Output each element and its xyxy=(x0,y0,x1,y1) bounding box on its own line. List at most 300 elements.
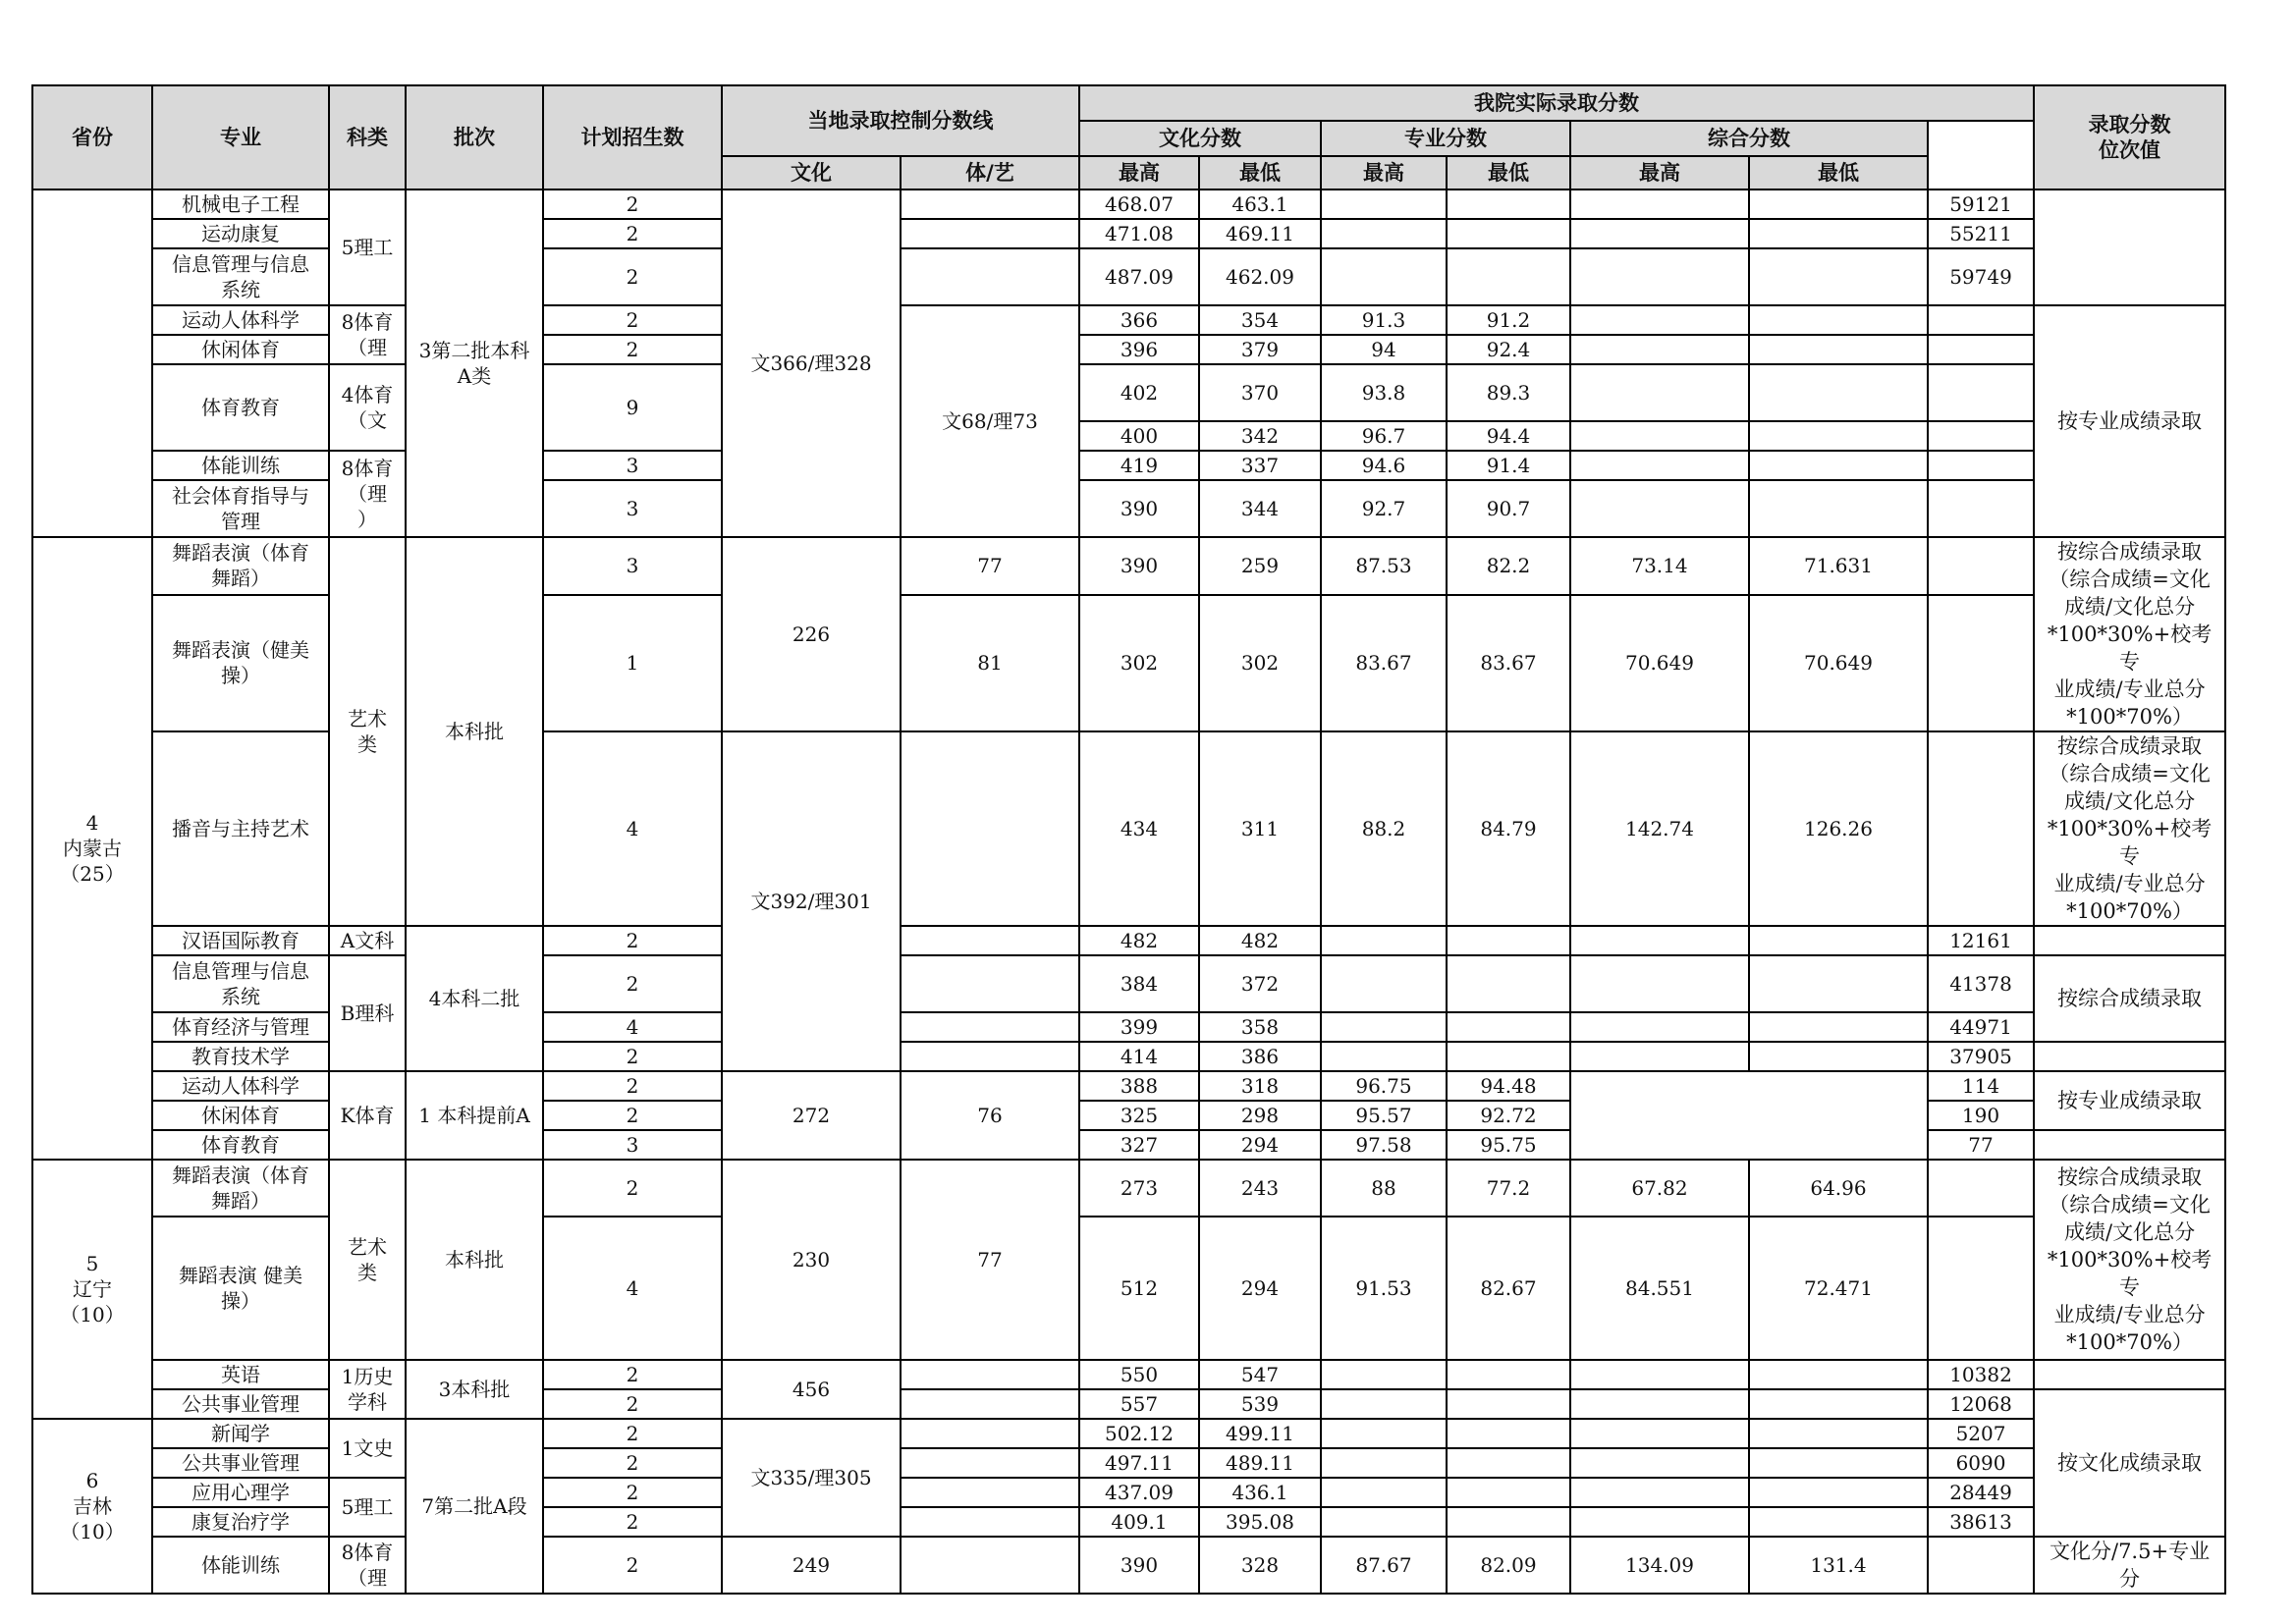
control-sport-cell xyxy=(901,189,1079,219)
major-max-cell: 94 xyxy=(1321,335,1447,364)
culture-max-cell: 409.1 xyxy=(1079,1507,1199,1537)
major-min-cell xyxy=(1447,1042,1570,1071)
culture-max-cell: 487.09 xyxy=(1079,248,1199,305)
culture-max-cell: 399 xyxy=(1079,1012,1199,1042)
culture-min-cell: 354 xyxy=(1199,305,1321,335)
composite-min-cell xyxy=(1749,1012,1928,1042)
composite-max-cell xyxy=(1570,1419,1749,1448)
major-cell: 公共事业管理 xyxy=(152,1448,329,1478)
major-min-cell: 91.2 xyxy=(1447,305,1570,335)
major-max-cell xyxy=(1321,1478,1447,1507)
composite-min-cell xyxy=(1749,1419,1928,1448)
major-cell: 运动人体科学 xyxy=(152,305,329,335)
major-min-cell xyxy=(1447,955,1570,1012)
culture-max-cell: 482 xyxy=(1079,926,1199,955)
major-cell: 体育教育 xyxy=(152,364,329,451)
header-min: 最低 xyxy=(1447,156,1570,189)
major-max-cell: 87.53 xyxy=(1321,537,1447,595)
control-culture-cell: 文392/理301 xyxy=(722,731,901,1071)
header-major: 专业 xyxy=(152,85,329,189)
major-cell: 英语 xyxy=(152,1360,329,1389)
control-sport-cell xyxy=(901,1507,1079,1537)
major-max-cell: 95.57 xyxy=(1321,1101,1447,1130)
composite-max-cell xyxy=(1570,451,1749,480)
major-max-cell xyxy=(1321,1448,1447,1478)
major-cell: 教育技术学 xyxy=(152,1042,329,1071)
rank-cell: 28449 xyxy=(1928,1478,2034,1507)
major-cell: 休闲体育 xyxy=(152,1101,329,1130)
culture-max-cell: 390 xyxy=(1079,1537,1199,1594)
composite-max-cell xyxy=(1570,1507,1749,1537)
composite-min-cell xyxy=(1749,1448,1928,1478)
province-cell xyxy=(32,189,152,537)
category-cell: A文科 xyxy=(329,926,406,955)
composite-max-cell xyxy=(1570,1389,1749,1419)
major-max-cell xyxy=(1321,1419,1447,1448)
major-max-cell xyxy=(1321,1042,1447,1071)
major-max-cell xyxy=(1321,1389,1447,1419)
batch-cell: 1 本科提前A xyxy=(406,1071,543,1160)
culture-max-cell: 419 xyxy=(1079,451,1199,480)
major-min-cell: 92.4 xyxy=(1447,335,1570,364)
header-max: 最高 xyxy=(1570,156,1749,189)
major-min-cell xyxy=(1447,1360,1570,1389)
major-min-cell: 90.7 xyxy=(1447,480,1570,537)
culture-min-cell: 370 xyxy=(1199,364,1321,421)
culture-min-cell: 463.1 xyxy=(1199,189,1321,219)
plan-cell: 2 xyxy=(543,1448,722,1478)
major-cell: 体育教育 xyxy=(152,1130,329,1160)
composite-max-cell xyxy=(1570,364,1749,421)
composite-min-cell: 72.471 xyxy=(1749,1217,1928,1360)
rank-cell: 55211 xyxy=(1928,219,2034,248)
major-min-cell: 92.72 xyxy=(1447,1101,1570,1130)
culture-min-cell: 259 xyxy=(1199,537,1321,595)
plan-cell: 9 xyxy=(543,364,722,451)
composite-max-cell xyxy=(1570,1360,1749,1389)
culture-min-cell: 344 xyxy=(1199,480,1321,537)
category-cell: 5理工 xyxy=(329,1478,406,1537)
major-cell: 信息管理与信息 系统 xyxy=(152,248,329,305)
category-cell: 8体育 （理 xyxy=(329,305,406,364)
composite-max-cell: 142.74 xyxy=(1570,731,1749,926)
major-max-cell xyxy=(1321,926,1447,955)
major-cell: 康复治疗学 xyxy=(152,1507,329,1537)
rank-cell xyxy=(1928,480,2034,537)
control-culture-cell: 230 xyxy=(722,1160,901,1360)
major-max-cell xyxy=(1321,248,1447,305)
rank-cell: 114 xyxy=(1928,1071,2034,1101)
plan-cell: 2 xyxy=(543,189,722,219)
rule-cell xyxy=(2034,1130,2225,1160)
category-cell: K体育 xyxy=(329,1071,406,1160)
culture-max-cell: 497.11 xyxy=(1079,1448,1199,1478)
composite-min-cell xyxy=(1749,335,1928,364)
major-cell: 公共事业管理 xyxy=(152,1389,329,1419)
rule-cell xyxy=(2034,189,2225,305)
plan-cell: 1 xyxy=(543,595,722,731)
composite-min-cell xyxy=(1749,955,1928,1012)
major-cell: 信息管理与信息 系统 xyxy=(152,955,329,1012)
major-min-cell xyxy=(1447,1448,1570,1478)
rank-cell: 12068 xyxy=(1928,1389,2034,1419)
culture-max-cell: 471.08 xyxy=(1079,219,1199,248)
plan-cell: 2 xyxy=(543,1419,722,1448)
major-cell: 新闻学 xyxy=(152,1419,329,1448)
culture-min-cell: 462.09 xyxy=(1199,248,1321,305)
culture-max-cell: 512 xyxy=(1079,1217,1199,1360)
composite-max-cell: 73.14 xyxy=(1570,537,1749,595)
culture-max-cell: 396 xyxy=(1079,335,1199,364)
major-max-cell: 83.67 xyxy=(1321,595,1447,731)
rank-cell xyxy=(1928,537,2034,595)
header-control-culture: 文化 xyxy=(722,156,901,189)
culture-max-cell: 390 xyxy=(1079,537,1199,595)
culture-min-cell: 372 xyxy=(1199,955,1321,1012)
major-max-cell: 88.2 xyxy=(1321,731,1447,926)
culture-max-cell: 388 xyxy=(1079,1071,1199,1101)
rule-cell xyxy=(2034,1042,2225,1071)
composite-max-cell xyxy=(1570,1042,1749,1071)
major-min-cell xyxy=(1447,1507,1570,1537)
rank-cell xyxy=(1928,451,2034,480)
province-cell: 6 吉林 （10） xyxy=(32,1419,152,1594)
plan-cell: 2 xyxy=(543,1537,722,1594)
culture-min-cell: 489.11 xyxy=(1199,1448,1321,1478)
plan-cell: 2 xyxy=(543,1389,722,1419)
batch-cell: 本科批 xyxy=(406,537,543,926)
composite-min-cell xyxy=(1749,480,1928,537)
rank-cell: 12161 xyxy=(1928,926,2034,955)
header-control-sport-art: 体/艺 xyxy=(901,156,1079,189)
major-max-cell: 93.8 xyxy=(1321,364,1447,421)
composite-max-cell xyxy=(1570,248,1749,305)
rank-cell: 38613 xyxy=(1928,1507,2034,1537)
major-min-cell xyxy=(1447,1389,1570,1419)
rank-cell: 77 xyxy=(1928,1130,2034,1160)
major-min-cell xyxy=(1447,1012,1570,1042)
category-cell: 1历史 学科 xyxy=(329,1360,406,1419)
rule-cell: 按专业成绩录取 xyxy=(2034,305,2225,537)
composite-empty-cell xyxy=(1570,1071,1928,1160)
control-sport-cell: 77 xyxy=(901,1160,1079,1360)
plan-cell: 2 xyxy=(543,305,722,335)
rule-cell xyxy=(2034,926,2225,955)
plan-cell: 2 xyxy=(543,926,722,955)
composite-min-cell xyxy=(1749,1360,1928,1389)
major-cell: 体能训练 xyxy=(152,1537,329,1594)
plan-cell: 4 xyxy=(543,1217,722,1360)
culture-max-cell: 302 xyxy=(1079,595,1199,731)
control-sport-cell xyxy=(901,1478,1079,1507)
composite-min-cell xyxy=(1749,1389,1928,1419)
culture-max-cell: 327 xyxy=(1079,1130,1199,1160)
culture-max-cell: 400 xyxy=(1079,421,1199,451)
composite-max-cell xyxy=(1570,219,1749,248)
culture-min-cell: 482 xyxy=(1199,926,1321,955)
major-min-cell xyxy=(1447,926,1570,955)
control-sport-cell xyxy=(901,926,1079,955)
province-cell: 4 内蒙古 （25） xyxy=(32,537,152,1160)
control-culture-cell: 456 xyxy=(722,1360,901,1419)
major-max-cell xyxy=(1321,189,1447,219)
major-max-cell: 96.7 xyxy=(1321,421,1447,451)
plan-cell: 2 xyxy=(543,248,722,305)
header-culture-score: 文化分数 xyxy=(1079,121,1321,156)
composite-min-cell xyxy=(1749,421,1928,451)
culture-min-cell: 318 xyxy=(1199,1071,1321,1101)
major-cell: 舞蹈表演（体育 舞蹈） xyxy=(152,537,329,595)
composite-max-cell xyxy=(1570,1448,1749,1478)
province-cell: 5 辽宁 （10） xyxy=(32,1160,152,1419)
culture-min-cell: 243 xyxy=(1199,1160,1321,1217)
control-sport-cell xyxy=(901,1012,1079,1042)
composite-max-cell xyxy=(1570,189,1749,219)
culture-min-cell: 499.11 xyxy=(1199,1419,1321,1448)
control-sport-cell xyxy=(901,1419,1079,1448)
composite-max-cell xyxy=(1570,305,1749,335)
major-max-cell: 97.58 xyxy=(1321,1130,1447,1160)
plan-cell: 2 xyxy=(543,1042,722,1071)
culture-min-cell: 547 xyxy=(1199,1360,1321,1389)
rank-cell: 6090 xyxy=(1928,1448,2034,1478)
culture-min-cell: 342 xyxy=(1199,421,1321,451)
rank-cell xyxy=(1928,1537,2034,1594)
rank-cell xyxy=(1928,1217,2034,1360)
plan-cell: 3 xyxy=(543,1130,722,1160)
control-sport-cell xyxy=(901,1448,1079,1478)
culture-max-cell: 468.07 xyxy=(1079,189,1199,219)
control-culture-cell: 249 xyxy=(722,1537,901,1594)
major-cell: 社会体育指导与 管理 xyxy=(152,480,329,537)
header-control-line: 当地录取控制分数线 xyxy=(722,85,1079,156)
category-cell: B理科 xyxy=(329,955,406,1071)
major-max-cell xyxy=(1321,955,1447,1012)
major-max-cell: 91.3 xyxy=(1321,305,1447,335)
plan-cell: 2 xyxy=(543,1160,722,1217)
header-province: 省份 xyxy=(32,85,152,189)
rank-cell xyxy=(1928,421,2034,451)
major-min-cell xyxy=(1447,1478,1570,1507)
major-cell: 休闲体育 xyxy=(152,335,329,364)
composite-min-cell xyxy=(1749,1507,1928,1537)
major-max-cell xyxy=(1321,1360,1447,1389)
composite-min-cell xyxy=(1749,364,1928,421)
category-cell: 8体育 （理 ） xyxy=(329,451,406,537)
culture-min-cell: 379 xyxy=(1199,335,1321,364)
major-cell: 舞蹈表演（体育 舞蹈） xyxy=(152,1160,329,1217)
composite-min-cell xyxy=(1749,1478,1928,1507)
composite-max-cell: 67.82 xyxy=(1570,1160,1749,1217)
batch-cell: 4本科二批 xyxy=(406,926,543,1071)
composite-min-cell xyxy=(1749,926,1928,955)
major-cell: 应用心理学 xyxy=(152,1478,329,1507)
composite-max-cell: 84.551 xyxy=(1570,1217,1749,1360)
admission-score-table xyxy=(31,84,2224,1595)
composite-min-cell xyxy=(1749,451,1928,480)
major-cell: 运动康复 xyxy=(152,219,329,248)
culture-max-cell: 402 xyxy=(1079,364,1199,421)
plan-cell: 3 xyxy=(543,480,722,537)
culture-max-cell: 414 xyxy=(1079,1042,1199,1071)
major-max-cell: 88 xyxy=(1321,1160,1447,1217)
header-rank: 录取分数 位次值 xyxy=(2034,85,2225,189)
header-plan: 计划招生数 xyxy=(543,85,722,189)
batch-cell: 3本科批 xyxy=(406,1360,543,1419)
major-min-cell xyxy=(1447,189,1570,219)
header-category: 科类 xyxy=(329,85,406,189)
header-composite-score: 综合分数 xyxy=(1570,121,1928,156)
composite-max-cell: 134.09 xyxy=(1570,1537,1749,1594)
composite-min-cell xyxy=(1749,189,1928,219)
rank-cell: 59121 xyxy=(1928,189,2034,219)
rank-cell xyxy=(1928,595,2034,731)
rule-cell: 按综合成绩录取 （综合成绩=文化 成绩/文化总分 *100*30%+校考专 业成绩/专业总分 *100*70%） xyxy=(2034,731,2225,926)
major-min-cell: 84.79 xyxy=(1447,731,1570,926)
control-sport-cell: 76 xyxy=(901,1071,1079,1160)
composite-min-cell xyxy=(1749,248,1928,305)
composite-max-cell xyxy=(1570,421,1749,451)
plan-cell: 2 xyxy=(543,219,722,248)
rank-cell: 59749 xyxy=(1928,248,2034,305)
major-cell: 运动人体科学 xyxy=(152,1071,329,1101)
plan-cell: 2 xyxy=(543,1101,722,1130)
plan-cell: 3 xyxy=(543,451,722,480)
composite-max-cell xyxy=(1570,1012,1749,1042)
composite-max-cell xyxy=(1570,480,1749,537)
control-sport-cell: 77 xyxy=(901,537,1079,595)
rank-cell xyxy=(1928,335,2034,364)
header-min: 最低 xyxy=(1749,156,1928,189)
rank-cell xyxy=(1928,305,2034,335)
major-max-cell: 91.53 xyxy=(1321,1217,1447,1360)
rule-cell: 文化分/7.5+专业 分 xyxy=(2034,1537,2225,1594)
composite-max-cell xyxy=(1570,335,1749,364)
control-sport-cell xyxy=(901,219,1079,248)
control-sport-cell xyxy=(901,248,1079,305)
plan-cell: 4 xyxy=(543,731,722,926)
culture-min-cell: 436.1 xyxy=(1199,1478,1321,1507)
plan-cell: 2 xyxy=(543,1071,722,1101)
major-min-cell: 95.75 xyxy=(1447,1130,1570,1160)
plan-cell: 4 xyxy=(543,1012,722,1042)
header-min: 最低 xyxy=(1199,156,1321,189)
category-cell: 5理工 xyxy=(329,189,406,305)
major-max-cell xyxy=(1321,1012,1447,1042)
rule-cell: 按综合成绩录取 xyxy=(2034,955,2225,1042)
culture-max-cell: 437.09 xyxy=(1079,1478,1199,1507)
control-sport-cell: 文68/理73 xyxy=(901,305,1079,537)
control-sport-cell xyxy=(901,1389,1079,1419)
composite-min-cell: 71.631 xyxy=(1749,537,1928,595)
rule-cell: 按文化成绩录取 xyxy=(2034,1389,2225,1537)
rank-cell xyxy=(1928,731,2034,926)
composite-min-cell xyxy=(1749,1042,1928,1071)
major-min-cell: 77.2 xyxy=(1447,1160,1570,1217)
composite-max-cell xyxy=(1570,955,1749,1012)
plan-cell: 2 xyxy=(543,1360,722,1389)
rank-cell xyxy=(1928,1160,2034,1217)
culture-min-cell: 298 xyxy=(1199,1101,1321,1130)
rule-cell: 按专业成绩录取 xyxy=(2034,1071,2225,1130)
category-cell: 1文史 xyxy=(329,1419,406,1478)
control-sport-cell xyxy=(901,1042,1079,1071)
culture-min-cell: 386 xyxy=(1199,1042,1321,1071)
plan-cell: 2 xyxy=(543,335,722,364)
composite-max-cell: 70.649 xyxy=(1570,595,1749,731)
major-cell: 体能训练 xyxy=(152,451,329,480)
major-cell: 播音与主持艺术 xyxy=(152,731,329,926)
major-max-cell: 94.6 xyxy=(1321,451,1447,480)
batch-cell: 3第二批本科 A类 xyxy=(406,189,543,537)
rank-cell: 10382 xyxy=(1928,1360,2034,1389)
composite-min-cell: 64.96 xyxy=(1749,1160,1928,1217)
culture-min-cell: 337 xyxy=(1199,451,1321,480)
rule-cell: 按综合成绩录取 （综合成绩=文化 成绩/文化总分 *100*30%+校考专 业成绩/专业总分 *100*70%） xyxy=(2034,537,2225,731)
major-cell: 机械电子工程 xyxy=(152,189,329,219)
culture-min-cell: 294 xyxy=(1199,1217,1321,1360)
culture-max-cell: 384 xyxy=(1079,955,1199,1012)
major-min-cell: 83.67 xyxy=(1447,595,1570,731)
major-cell: 舞蹈表演 健美 操） xyxy=(152,1217,329,1360)
culture-min-cell: 395.08 xyxy=(1199,1507,1321,1537)
composite-min-cell xyxy=(1749,305,1928,335)
major-min-cell xyxy=(1447,248,1570,305)
control-sport-cell: 81 xyxy=(901,595,1079,731)
category-cell: 艺术 类 xyxy=(329,1160,406,1360)
major-min-cell: 91.4 xyxy=(1447,451,1570,480)
culture-max-cell: 325 xyxy=(1079,1101,1199,1130)
composite-min-cell: 131.4 xyxy=(1749,1537,1928,1594)
major-min-cell: 94.4 xyxy=(1447,421,1570,451)
major-max-cell: 87.67 xyxy=(1321,1537,1447,1594)
control-culture-cell: 272 xyxy=(722,1071,901,1160)
plan-cell: 2 xyxy=(543,955,722,1012)
major-cell: 汉语国际教育 xyxy=(152,926,329,955)
category-cell: 8体育 （理 xyxy=(329,1537,406,1594)
control-culture-cell: 文335/理305 xyxy=(722,1419,901,1537)
culture-max-cell: 434 xyxy=(1079,731,1199,926)
composite-min-cell: 70.649 xyxy=(1749,595,1928,731)
control-sport-cell xyxy=(901,955,1079,1012)
composite-max-cell xyxy=(1570,1478,1749,1507)
batch-cell: 本科批 xyxy=(406,1160,543,1360)
major-max-cell xyxy=(1321,1507,1447,1537)
culture-min-cell: 328 xyxy=(1199,1537,1321,1594)
major-cell: 舞蹈表演（健美 操） xyxy=(152,595,329,731)
header-major-score: 专业分数 xyxy=(1321,121,1570,156)
major-min-cell: 82.2 xyxy=(1447,537,1570,595)
major-min-cell: 82.67 xyxy=(1447,1217,1570,1360)
composite-min-cell xyxy=(1749,219,1928,248)
rank-cell: 190 xyxy=(1928,1101,2034,1130)
rank-cell: 41378 xyxy=(1928,955,2034,1012)
plan-cell: 2 xyxy=(543,1478,722,1507)
control-culture-cell: 226 xyxy=(722,537,901,731)
culture-max-cell: 366 xyxy=(1079,305,1199,335)
composite-min-cell: 126.26 xyxy=(1749,731,1928,926)
culture-max-cell: 502.12 xyxy=(1079,1419,1199,1448)
control-sport-cell xyxy=(901,1537,1079,1594)
plan-cell: 3 xyxy=(543,537,722,595)
rank-cell: 44971 xyxy=(1928,1012,2034,1042)
culture-min-cell: 294 xyxy=(1199,1130,1321,1160)
culture-min-cell: 469.11 xyxy=(1199,219,1321,248)
composite-max-cell xyxy=(1570,926,1749,955)
culture-max-cell: 273 xyxy=(1079,1160,1199,1217)
major-max-cell xyxy=(1321,219,1447,248)
header-actual-scores: 我院实际录取分数 xyxy=(1079,85,2034,121)
